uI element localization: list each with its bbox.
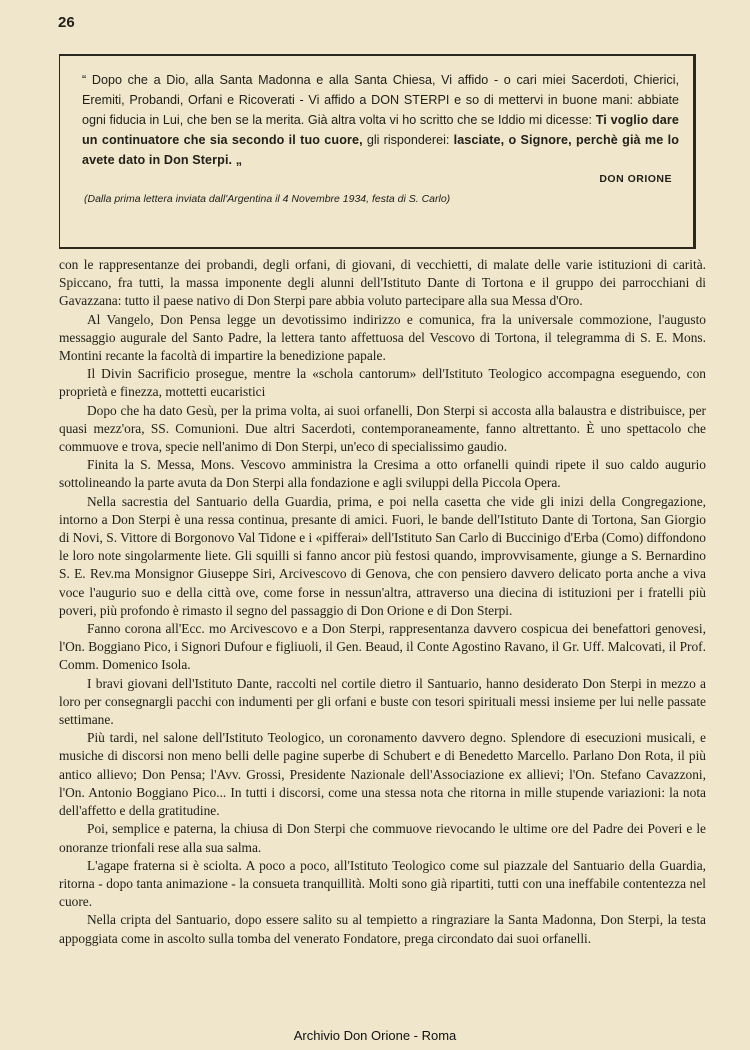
paragraph: Poi, semplice e paterna, la chiusa di Don Sterpi che commuove rievocando le ultime ore del Padre dei Poveri e le onoranze trionfali rese alla sua salma. bbox=[59, 821, 706, 855]
paragraph: con le rappresentanze dei probandi, degli orfani, di giovani, di vecchietti, di malate delle varie istituzioni di carità. Spiccano, fra tutti, la massa imponente degli alunni dell'Istituto Dante di Tortona e il gruppo dei parrocchiani di Gavazzana: tutto il paese nativo di Don Sterpi pare abbia voluto partecipare alla sua Messa d'Oro. bbox=[59, 257, 706, 309]
paragraph: Il Divin Sacrificio prosegue, mentre la «schola cantorum» dell'Istituto Teologico accompagna eseguendo, con proprietà e finezza, mottetti eucaristici bbox=[59, 366, 706, 400]
paragraph: L'agape fraterna si è sciolta. A poco a poco, all'Istituto Teologico come sul piazzale del Santuario della Guardia, ritorna - dopo tanta animazione - la consueta tranquillità. Molti sono già ripartiti, tutti con una ineffabile contentezza nel cuore. bbox=[59, 857, 706, 910]
paragraph: Fanno corona all'Ecc. mo Arcivescovo e a Don Sterpi, rappresentanza davvero cospicua dei benefattori genovesi, l'On. Boggiano Pico, i Signori Dufour e figliuoli, il Gen. Beaud, il Conte Agostino Ravano, il Gr. Uff. Malcovati, il Prof. Comm. Domenico Isola. bbox=[59, 621, 706, 673]
paragraph: Più tardi, nel salone dell'Istituto Teologico, un coronamento davvero degno. Splendore di esecuzioni musicali, e musiche di discorsi non meno belli delle pagine superbe di Schubert e di Benedetto Marcello. Parlano Don Rota, il più antico allievo; Don Pensa; l'Avv. Grossi, Presidente Nazionale dell'Associazione ex allievi; l'On. Stefano Cavazzoni, l'On. Antonio Boggiano Pico... In tutti i discorsi, come una stessa nota che ritorna in mille stupende variazioni: la nota dell'affetto e della gratitudine. bbox=[59, 730, 706, 819]
paragraph: Nella sacrestia del Santuario della Guardia, prima, e poi nella casetta che vide gli inizi della Congregazione, intorno a Don Sterpi è una ressa continua, presante di amici. Fuori, le bande dell'Istituto Dante di Tortona, San Giorgio di Novi, S. Vittore di Borgonovo Val Tidone e i «pifferai» dell'Istituto San Carlo di Buccinigo d'Erba (Como) diffondono le loro note singolarmente liete. Gli squilli si fanno ancor più festosi quando, improvvisamente, giunge a S. Bernardino S. E. Rev.ma Monsignor Giuseppe Siri, Arcivescovo di Genova, che con pensiero davvero delicato porta anche a viva voce l'augurio suo e della città ove, come forse in nessun'altra, attraverso una diecina di istituzioni per i fratelli più poveri, più profondo è rimasto il segno del passaggio di Don Orione e di Don Sterpi. bbox=[59, 493, 706, 618]
page-number: 26 bbox=[58, 14, 75, 31]
quote-text bbox=[82, 70, 679, 170]
paragraph: I bravi giovani dell'Istituto Dante, raccolti nel cortile dietro il Santuario, hanno desiderato Don Sterpi in mezzo a loro per consegnargli pacchi con indumenti per gli orfani e buste con tesori spirituali messi insieme per lui nelle passate settimane. bbox=[59, 675, 706, 728]
quote-part-1: “ Dopo che a Dio, alla Santa Madonna e alla Santa Chiesa, Vi affido - o cari miei Sacerdoti, Chierici, Eremiti, Probandi, Orfani e Ricoverati - Vi affido a DON STERPI e so di mettervi in buone mani: abbiate ogni fiducia in Lui, che ben se la merita. Già altra volta vi ho scritto che se Iddio mi dicesse: bbox=[82, 73, 679, 127]
quote-part-2: gli risponderei: bbox=[366, 133, 450, 147]
article-body bbox=[59, 256, 706, 948]
paragraph: Finita la S. Messa, Mons. Vescovo amministra la Cresima a otto orfanelli quindi ripete il suo caldo augurio sottolineando la parte avuta da Don Sterpi alla fondazione e agli sviluppi della Piccola Opera. bbox=[59, 457, 706, 491]
quote-bold-1: Ti voglio dare un continuatore che sia secondo il tuo cuore, bbox=[82, 113, 679, 147]
quote-box bbox=[59, 54, 696, 249]
paragraph: Al Vangelo, Don Pensa legge un devotissimo indirizzo e comunica, fra la universale commozione, l'augusto messaggio augurale del Santo Padre, la lettera tanto affettuosa del Vescovo di Tortona, il telegramma di S. E. Mons. Montini recante la facoltà di impartire la benedizione papale. bbox=[59, 311, 706, 364]
quote-signature: DON ORIONE bbox=[599, 173, 672, 185]
paragraph: Nella cripta del Santuario, dopo essere salito su al tempietto a ringraziare la Santa Madonna, Don Sterpi, la testa appoggiata come in ascolto sulla tomba del venerato Fondatore, prega circondato dai suoi orfanelli. bbox=[59, 912, 706, 946]
archive-footer: Archivio Don Orione - Roma bbox=[293, 1028, 457, 1043]
quote-citation: (Dalla prima lettera inviata dall'Argentina il 4 Novembre 1934, festa di S. Carlo) bbox=[84, 193, 451, 205]
paragraph: Dopo che ha dato Gesù, per la prima volta, ai suoi orfanelli, Don Sterpi si accosta alla balaustra e distribuisce, per quasi mezz'ora, SS. Comunioni. Due altri Sacerdoti, contemporaneamente, fanno altrettanto. È uno spettacolo che commuove e trova, specie nell'animo di Don Sterpi, un'eco di specialissimo gaudio. bbox=[59, 402, 706, 455]
quote-bold-2: lasciate, o Signore, perchè già me lo avete dato in Don Sterpi. „ bbox=[82, 133, 679, 167]
